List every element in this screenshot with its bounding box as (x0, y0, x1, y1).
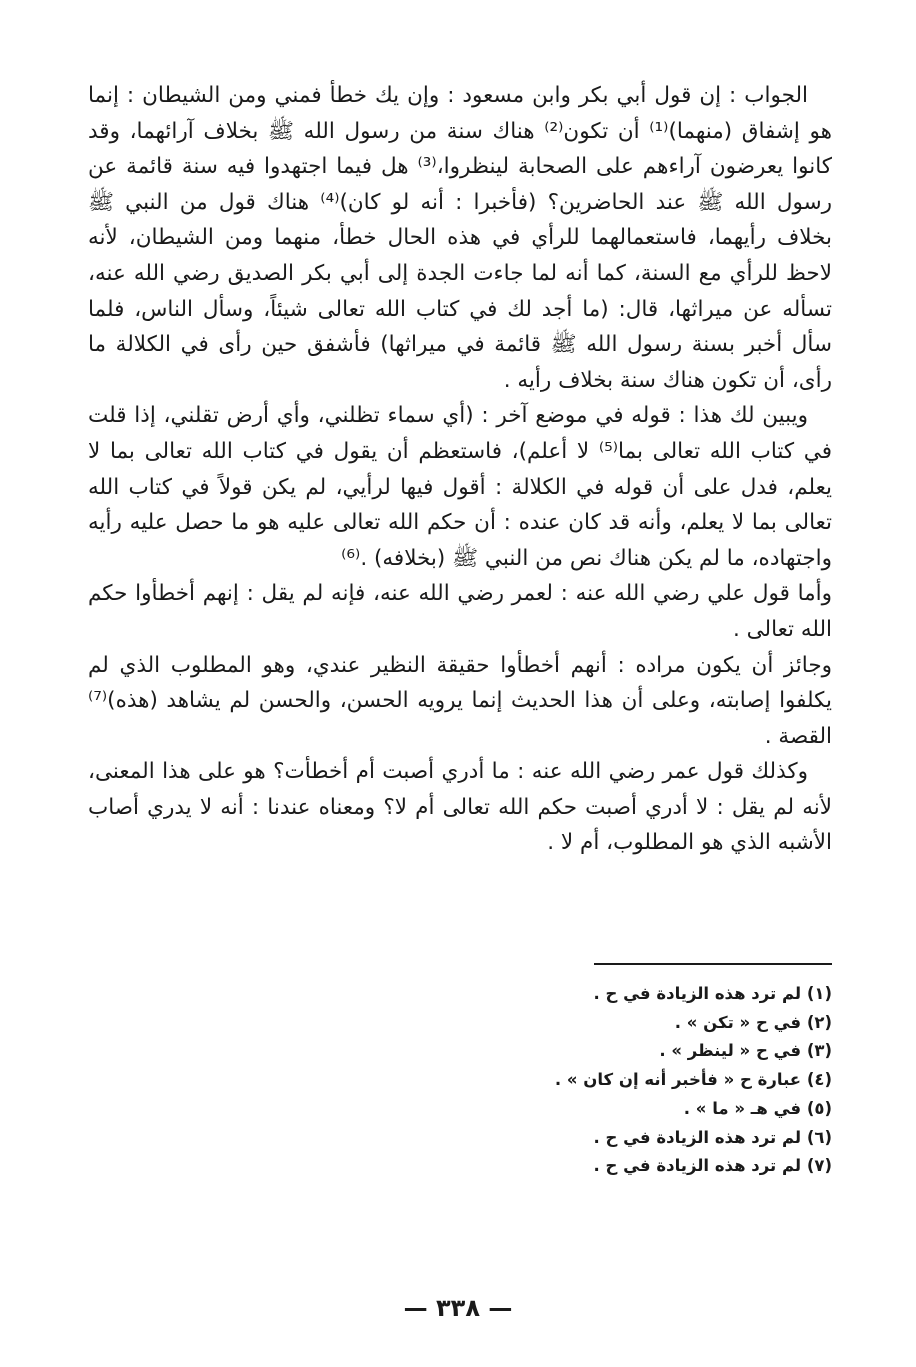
footnote-6: (٦) لم ترد هذه الزيادة في ح . (593, 1127, 832, 1147)
body-paragraph-1: الجواب : إن قول أبي بكر وابن مسعود : وإن يك خطأ فمني ومن الشيطان : إنما هو إشفاق (منهما)⁽¹⁾ أن تكون⁽²⁾ هناك سنة من رسول الله ﷺ بخلاف آرائهما، وقد كانوا يعرضون آراءهم على الصحابة لينظروا،⁽³⁾ هل فيما اجتهدوا فيه سنة قائمة عن رسول الله ﷺ عند الحاضرين؟ (فأخبرا : أنه لو كان)⁽⁴⁾ هناك قول من النبي ﷺ بخلاف رأيهما، فاستعمالهما للرأي في هذه الحال خطأ، منهما ومن الشيطان، لأنه لاحظ للرأي مع السنة، كما أنه لما جاءت الجدة إلى أبي بكر الصديق رضي الله عنه، تسأله عن ميراثها، قال: (ما أجد لك في كتاب الله تعالى شيئاً، وسأل الناس، فلما سأل أخبر بسنة رسول الله ﷺ قائمة في ميراثها) فأشفق حين رأى في الكلالة ما رأى، أن تكون هناك سنة بخلاف رأيه . (88, 83, 832, 393)
footnote-divider (594, 963, 832, 965)
body-paragraph-5: وكذلك قول عمر رضي الله عنه : ما أدري أصبت أم أخطأت؟ هو على هذا المعنى، لأنه لم يقل : لا أدري أصبت حكم الله تعالى أم لا؟ ومعناه عندنا : أنه لا يدري أصاب الأشبه الذي هو المطلوب، أم لا . (88, 759, 832, 856)
body-paragraph-3: وأما قول علي رضي الله عنه : لعمر رضي الله عنه، فإنه لم يقل : إنهم أخطأوا حكم الله تعالى . (88, 581, 832, 642)
footnote-5: (٥) في هـ « ما » . (683, 1098, 832, 1118)
footnote-3: (٣) في ح « لينظر » . (659, 1041, 832, 1061)
footnote-7: (٧) لم ترد هذه الزيادة في ح . (593, 1156, 832, 1176)
page-body (88, 78, 832, 1176)
body-paragraph-2: ويبين لك هذا : قوله في موضع آخر : (أي سماء تظلني، وأي أرض تقلني، إذا قلت في كتاب الله تعالى بما⁽⁵⁾ لا أعلم)، فاستعظم أن يقول في كتاب الله تعالى بما لا يعلم، فدل على أن قوله في الكلالة : أقول فيها لرأيي، لم يكن قولاً في كتاب الله تعالى بما لا يعلم، وأنه قد كان عنده : أن حكم الله تعالى عليه هو ما حصل عليه رأيه واجتهاده، ما لم يكن هناك نص من النبي ﷺ (بخلافه) .⁽⁶⁾ (88, 403, 832, 571)
footnote-1: (١) لم ترد هذه الزيادة في ح . (593, 984, 832, 1003)
page-number: — ٣٣٨ — (403, 1294, 513, 1322)
footnote-2: (٢) في ح « تكن » . (674, 1012, 832, 1032)
footnote-4: (٤) عبارة ح « فأخبر أنه إن كان » . (554, 1070, 832, 1090)
body-paragraph-4: وجائز أن يكون مراده : أنهم أخطأوا حقيقة النظير عندي، وهو المطلوب الذي لم يكلفوا إصابته، وعلى أن هذا الحديث إنما يرويه الحسن، والحسن لم يشاهد (هذه)⁽⁷⁾ القصة . (88, 652, 832, 749)
footnotes-list (88, 980, 832, 1181)
